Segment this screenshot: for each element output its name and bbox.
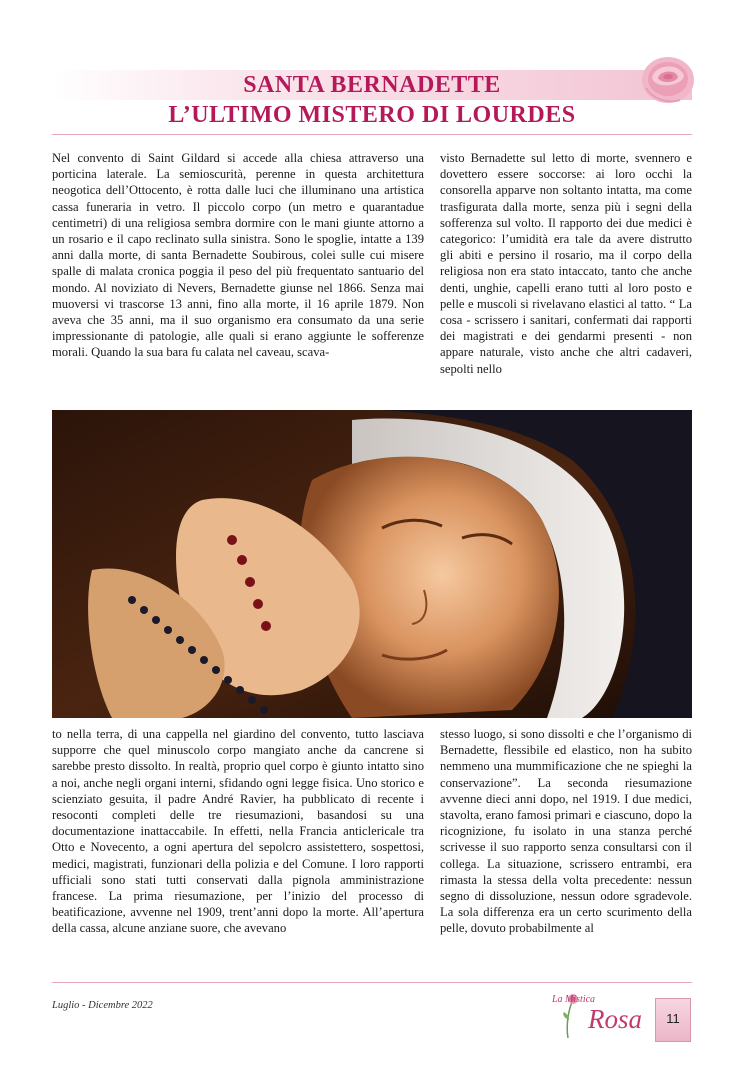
paragraph-col3: to nella terra, di una cappella nel giardino del convento, tutto lasciava supporre che quel minuscolo corpo mangiato anche da cancrene si sarebbe presto dissolto. In realtà, proprio quel corpo è giunto intatto sino a noi, anche negli organi interni, sfidando ogni legge fisica. Uno storico e scienziato gesuita, il padre André Ravier, ha pubblicato di recente i resoconti completi delle tre riesumazioni, basandosi su una documentazione inattaccabile. In effetti, nella Francia anticlericale tra Otto e Novecento, a ogni apertura del sepolcro assistettero, sospettosi, medici, magistrati, funzionari della polizia e del Comune. I loro rapporti ufficiali sono stati tutti conservati dalla pignola amministrazione francese. La prima riesumazione, per l’inizio del processo di beatificazione, avvenne nel 1909, trent’anni dopo la morte. All’apertura della cassa, alcune anziane suore, che avevano [52,727,424,936]
paragraph-col2: visto Bernadette sul letto di morte, svennero e dovettero essere soccorse: ai loro occhi la consorella apparve non soltanto intatta, ma come trasfigurata dalla morte, senza più i segni della sofferenza sul volto. Il rapporto dei due medici è categorico: l’umidità era tale da avere distrutto gli abiti e persino il rosario, ma il corpo della religiosa non era stato intaccato, tanto che anche denti, unghie, capelli erano tutti al loro posto e pelle e muscoli si rivelavano elastici al tatto. “ La cosa - scrissero i sanitari, confermati dai rapporti dei magistrati e dei gendarmi presenti - non appare naturale, visto anche che altri cadaveri, sepolti nello [440,151,692,376]
footer-divider [52,982,692,983]
article-column-1 [52,150,424,400]
paragraph-col1: Nel convento di Saint Gildard si accede alla chiesa attraverso una porticina laterale. La semioscurità, perenne in questa architettura neogotica dell’Ottocento, è rotta dalle luci che illuminano una artistica cassa funeraria in vetro. Il piccolo corpo (un metro e quarantadue centimetri) di una religiosa sembra dormire con le mani giunte attorno a un rosario e il capo reclinato sulla sinistra. Sono le spoglie, intatte a 139 anni dalla morte, di santa Bernadette Soubirous, colei sulle cui misere spalle di malata cronica poggia il peso del più frequentato santuario del mondo. Al noviziato di Nevers, Bernadette giunse nel 1866. Senza mai muoversi vi trascorse 13 anni, fino alla morte, il 16 aprile 1879. Non aveva che 35 anni, ma il suo organismo era consumato da una serie impressionante di patologie, alle quali si erano aggiunte le sofferenze morali. Quando la sua bara fu calata nel caveau, scava- [52,151,424,360]
header-divider [52,134,692,135]
issue-date: Luglio - Dicembre 2022 [52,1000,153,1011]
article-title-line1: SANTA BERNADETTE [243,72,501,98]
article-column-3 [52,726,424,976]
article-title-line2: L’ULTIMO MISTERO DI LOURDES [168,102,576,128]
article-column-2 [440,150,692,400]
brand-small-text: La Mistica [552,994,596,1005]
article-column-4 [440,726,692,976]
paragraph-col4: stesso luogo, si sono dissolti e che l’organismo di Bernadette, flessibile ed elastico, non ha subito nemmeno una mummificazione che ne spieghi la conservazione”. La seconda riesumazione avvenne dieci anni dopo, nel 1919. I due medici, stavolta, erano famosi primari e ciascuno, dopo la ricognizione, fu isolato in una stanza perché scrivesse il suo rapporto senza consultarsi con il collega. La situazione, scrissero entrambi, era rimasta la stessa della volta precedente: nessun segno di dissoluzione, nessun odore sgradevole. La sola differenza era un certo scurimento della pelle, dovuto probabilmente al [440,727,692,936]
rose-icon [636,52,696,110]
photo-bernadette [52,410,692,718]
brand-name: Rosa [588,1004,642,1034]
page-number: 11 [666,1011,680,1026]
